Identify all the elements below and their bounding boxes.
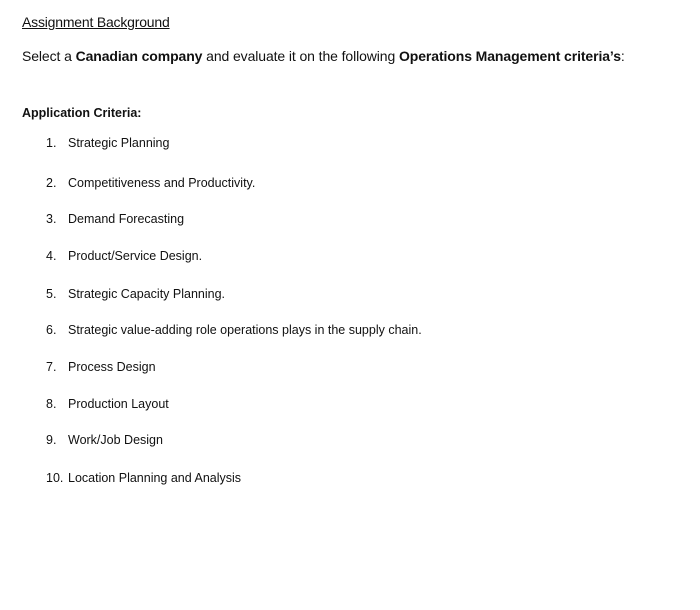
intro-paragraph [22,48,625,64]
list-item-number: 3. [46,212,57,226]
list-item-text: Product/Service Design. [68,249,203,263]
list-item-text: Strategic value-adding role operations plays in the supply chain. [68,323,422,337]
list-item-text: Process Design [68,360,156,374]
list-item-number: 1. [46,136,57,150]
list-item-number: 4. [46,249,57,263]
list-item-text: Demand Forecasting [68,212,185,226]
intro-bold-company: Canadian company [75,48,203,64]
list-item-number: 9. [46,433,57,447]
assignment-heading: Assignment Background [22,14,170,30]
list-item-number: 7. [46,360,57,374]
list-item-text: Strategic Planning [68,136,170,150]
list-item-text: Location Planning and Analysis [68,471,242,485]
list-item-number: 2. [46,176,57,190]
intro-bold-criteria: Operations Management criteria’s [398,48,621,64]
intro-text-3: : [620,48,625,64]
list-item-text: Work/Job Design [68,433,163,447]
list-item-number: 5. [46,287,57,301]
list-item-number: 10. [46,471,64,485]
list-item-number: 8. [46,397,57,411]
intro-text-1: Select a [22,48,76,64]
criteria-label: Application Criteria: [22,106,142,120]
list-item-text: Production Layout [68,397,169,411]
list-item-text: Strategic Capacity Planning. [68,287,226,301]
intro-text-2: and evaluate it on the following [202,48,399,64]
list-item-number: 6. [46,323,57,337]
list-item-text: Competitiveness and Productivity. [68,176,256,190]
